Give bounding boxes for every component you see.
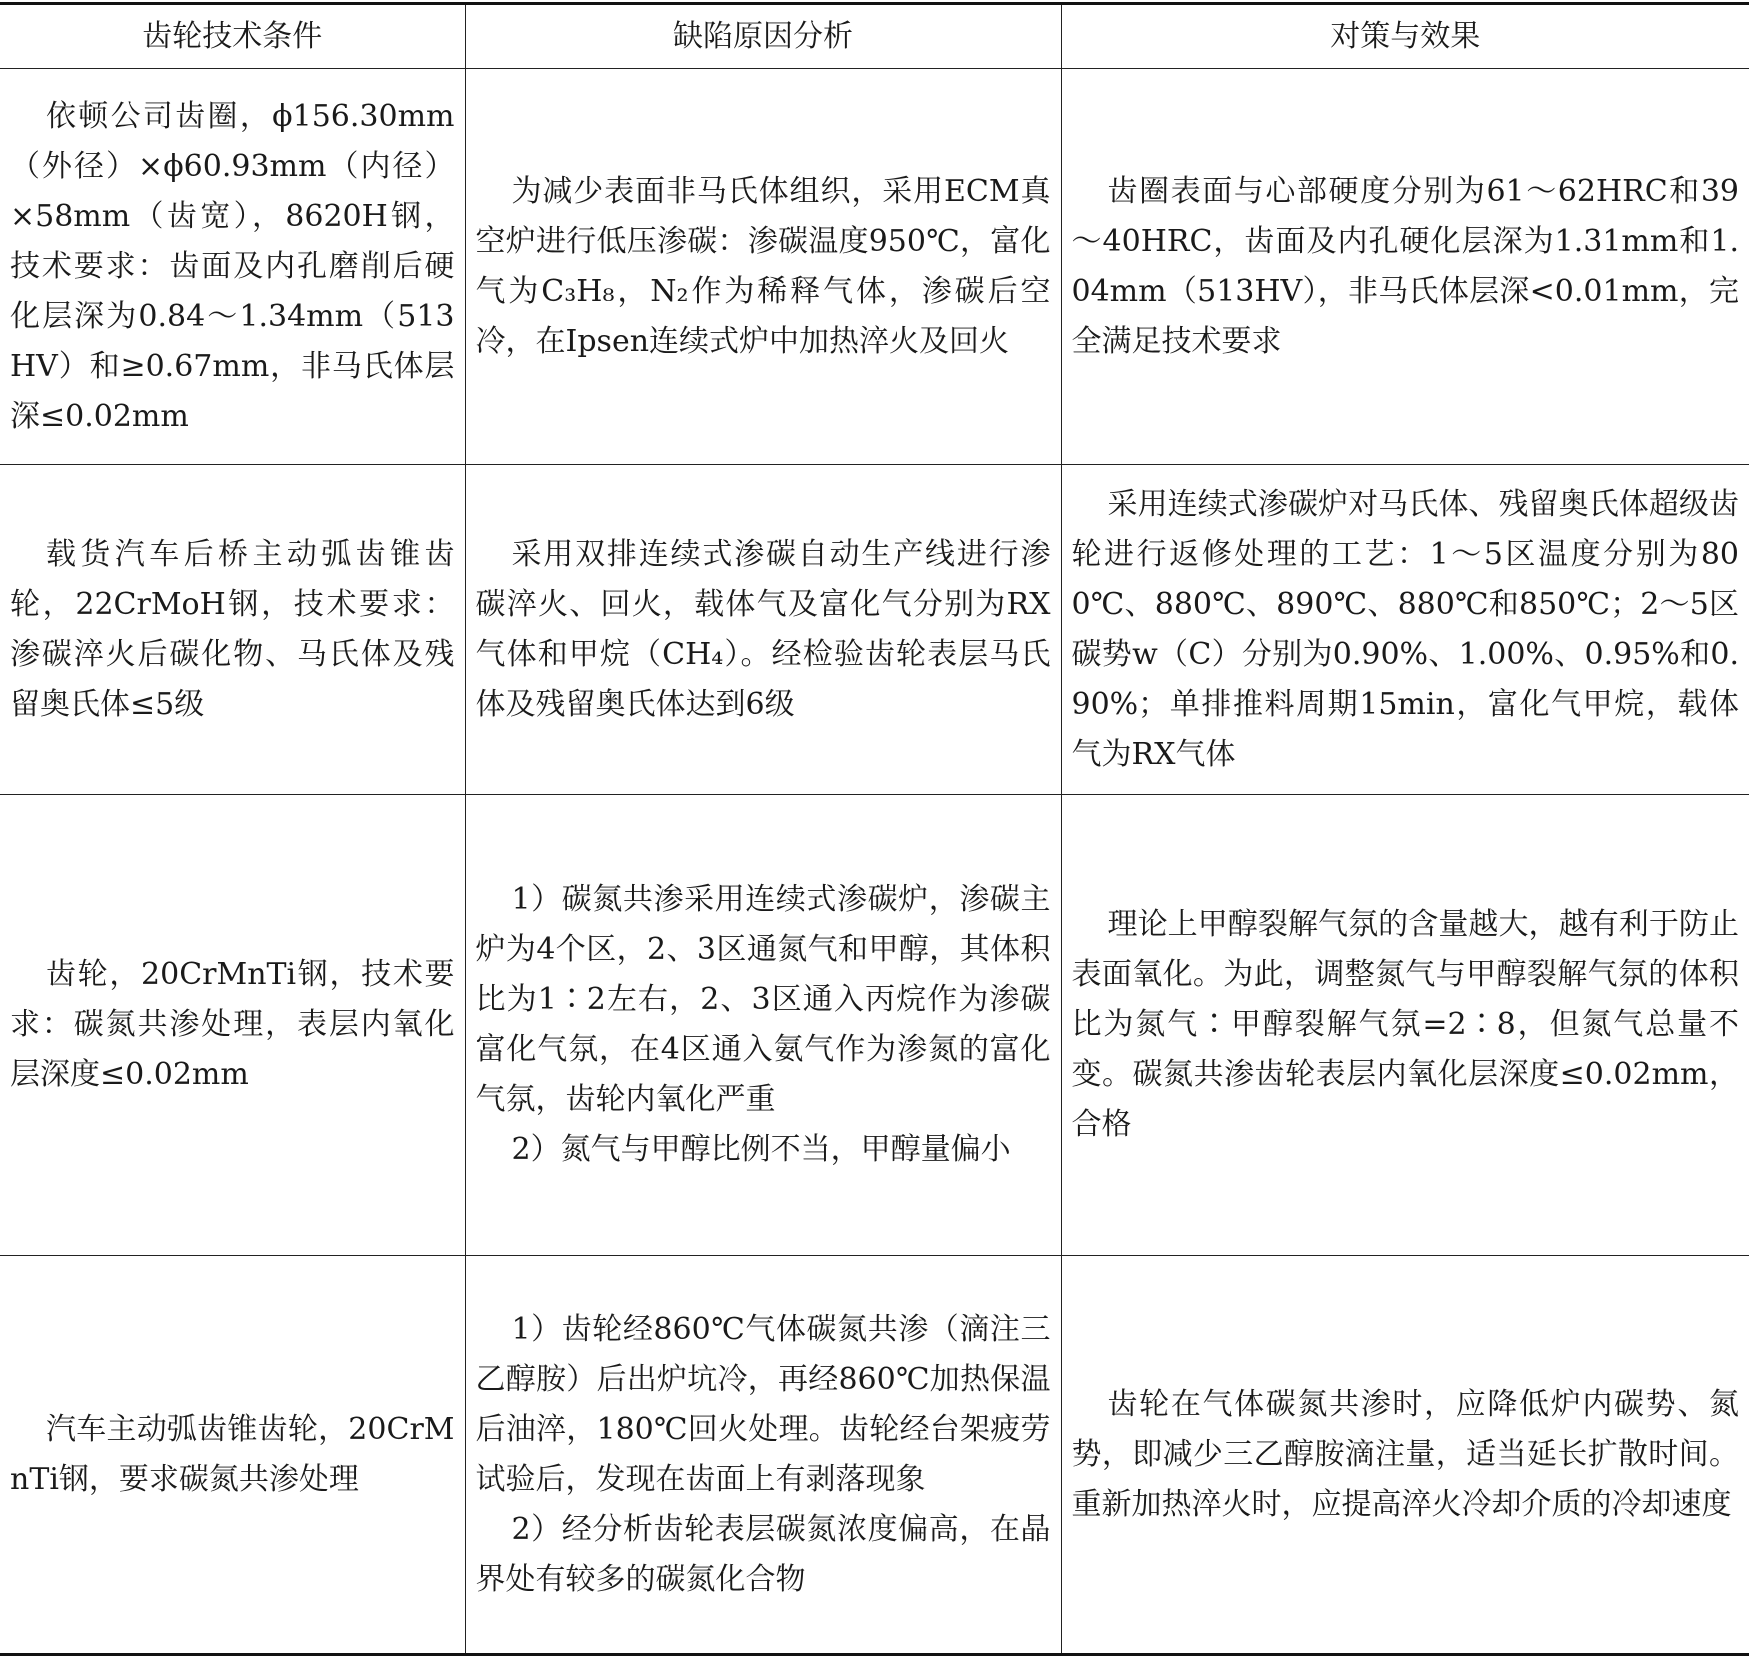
cell-measure bbox=[1061, 795, 1749, 1256]
measure-text: 理论上甲醇裂解气氛的含量越大，越有利于防止表面氧化。为此，调整氮气与甲醇裂解气氛的体积比为氮气∶甲醇裂解气氛=2∶8，但氮气总量不变。碳氮共渗齿轮表层内氧化层深度≤0.02mm，合格 bbox=[1071, 907, 1739, 1142]
table-row bbox=[0, 465, 1749, 795]
condition-text: 汽车主动弧齿锥齿轮，20CrMnTi钢，要求碳氮共渗处理 bbox=[10, 1411, 455, 1497]
header-measure: 对策与效果 bbox=[1061, 4, 1749, 69]
cause-text: 采用双排连续式渗碳自动生产线进行渗碳淬火、回火，载体气及富化气分别为RX气体和甲烷（CH₄）。经检验齿轮表层马氏体及残留奥氏体达到6级 bbox=[475, 536, 1051, 722]
header-condition: 齿轮技术条件 bbox=[0, 4, 465, 69]
cell-condition bbox=[0, 1256, 465, 1655]
cause-text: 为减少表面非马氏体组织，采用ECM真空炉进行低压渗碳：渗碳温度950℃，富化气为C₃H₈，N₂作为稀释气体，渗碳后空冷，在Ipsen连续式炉中加热淬火及回火 bbox=[475, 173, 1051, 359]
gear-defect-table bbox=[0, 2, 1749, 1656]
condition-text: 齿轮，20CrMnTi钢，技术要求：碳氮共渗处理，表层内氧化层深度≤0.02mm bbox=[10, 957, 455, 1092]
condition-text: 依顿公司齿圈，ϕ156.30mm（外径）×ϕ60.93mm（内径）×58mm（齿宽），8620H钢，技术要求：齿面及内孔磨削后硬化层深为0.84～1.34mm（513HV）和≥0.67mm，非马氏体层深≤0.02mm bbox=[10, 98, 455, 434]
header-cause: 缺陷原因分析 bbox=[465, 4, 1061, 69]
cause-item: 1）齿轮经860℃气体碳氮共渗（滴注三乙醇胺）后出炉坑冷，再经860℃加热保温后油淬，180℃回火处理。齿轮经台架疲劳试验后，发现在齿面上有剥落现象 bbox=[475, 1311, 1051, 1497]
condition-text: 载货汽车后桥主动弧齿锥齿轮，22CrMoH钢，技术要求：渗碳淬火后碳化物、马氏体及残留奥氏体≤5级 bbox=[10, 536, 455, 722]
measure-text: 齿轮在气体碳氮共渗时，应降低炉内碳势、氮势，即减少三乙醇胺滴注量，适当延长扩散时间。重新加热淬火时，应提高淬火冷却介质的冷却速度 bbox=[1071, 1386, 1739, 1522]
cell-condition bbox=[0, 465, 465, 795]
cause-item: 2）经分析齿轮表层碳氮浓度偏高，在晶界处有较多的碳氮化合物 bbox=[475, 1511, 1051, 1597]
cell-cause bbox=[465, 69, 1061, 465]
cell-cause bbox=[465, 1256, 1061, 1655]
header-row bbox=[0, 4, 1749, 69]
measure-text: 采用连续式渗碳炉对马氏体、残留奥氏体超级齿轮进行返修处理的工艺：1～5区温度分别为800℃、880℃、890℃、880℃和850℃；2～5区碳势w（C）分别为0.90%、1.00%、0.95%和0.90%；单排推料周期15min，富化气甲烷，载体气为RX气体 bbox=[1071, 486, 1739, 772]
cause-item: 2）氮气与甲醇比例不当，甲醇量偏小 bbox=[511, 1132, 1011, 1167]
cell-measure bbox=[1061, 465, 1749, 795]
table-row bbox=[0, 1256, 1749, 1655]
measure-text: 齿圈表面与心部硬度分别为61～62HRC和39～40HRC，齿面及内孔硬化层深为1.31mm和1.04mm（513HV），非马氏体层深<0.01mm，完全满足技术要求 bbox=[1071, 173, 1739, 359]
table-row bbox=[0, 795, 1749, 1256]
table-row bbox=[0, 69, 1749, 465]
cell-cause bbox=[465, 465, 1061, 795]
cell-measure bbox=[1061, 69, 1749, 465]
cause-item: 1）碳氮共渗采用连续式渗碳炉，渗碳主炉为4个区，2、3区通氮气和甲醇，其体积比为1∶2左右，2、3区通入丙烷作为渗碳富化气氛，在4区通入氨气作为渗氮的富化气氛，齿轮内氧化严重 bbox=[475, 882, 1051, 1117]
cell-condition bbox=[0, 69, 465, 465]
cell-measure bbox=[1061, 1256, 1749, 1655]
cell-cause bbox=[465, 795, 1061, 1256]
cell-condition bbox=[0, 795, 465, 1256]
